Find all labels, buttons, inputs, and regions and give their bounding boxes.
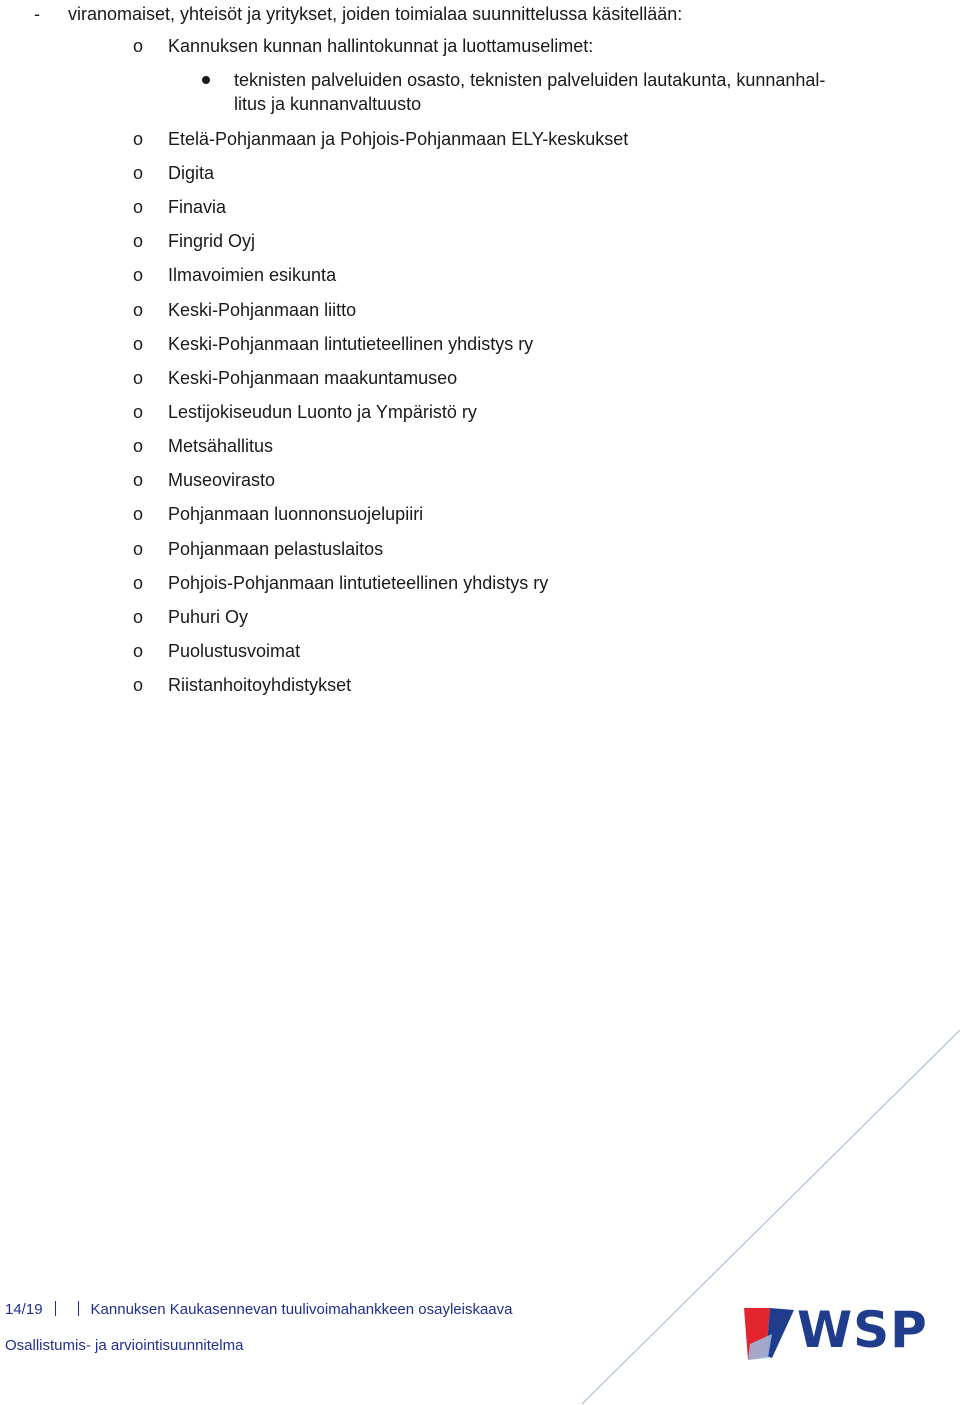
nested-item-line2: litus ja kunnanvaltuusto (234, 94, 422, 114)
list-item: Kannuksen kunnan hallintokunnat ja luottamuselimet: (168, 36, 594, 56)
list-bullet: o (133, 334, 144, 354)
list-item: Etelä-Pohjanmaan ja Pohjois-Pohjanmaan ELY-keskukset (168, 129, 629, 149)
list-item: Lestijokiseudun Luonto ja Ympäristö ry (168, 402, 477, 422)
list-bullet: o (133, 163, 144, 183)
list-item: Pohjanmaan pelastuslaitos (168, 539, 384, 559)
list-bullet: o (133, 675, 144, 695)
list-bullet: o (133, 36, 144, 56)
list-bullet: o (133, 265, 144, 285)
list-item: Keski-Pohjanmaan lintutieteellinen yhdistys ry (168, 334, 534, 354)
logo-mark-icon (742, 1300, 802, 1364)
dash-marker: - (34, 4, 40, 24)
list-bullet: o (133, 129, 144, 149)
document-title: Osallistumis- ja arviointisuunnitelma (5, 1337, 244, 1354)
footer-separator (55, 1301, 56, 1316)
list-item: Keski-Pohjanmaan maakuntamuseo (168, 368, 458, 388)
list-bullet: o (133, 539, 144, 559)
list-item: Fingrid Oyj (168, 231, 256, 251)
page-number: 14/19 (5, 1301, 43, 1318)
logo-wordmark: WSP (797, 1301, 928, 1359)
list-bullet: o (133, 300, 144, 320)
intro-text: viranomaiset, yhteisöt ja yritykset, joiden toimialaa suunnittelussa käsitellään: (68, 4, 683, 24)
list-item: Ilmavoimien esikunta (168, 265, 337, 285)
list-item: Keski-Pohjanmaan liitto (168, 300, 357, 320)
project-title: Kannuksen Kaukasennevan tuulivoimahankkeen osayleiskaava (90, 1301, 513, 1318)
list-item: Puhuri Oy (168, 607, 249, 627)
list-item: Digita (168, 163, 215, 183)
wsp-logo (742, 1300, 928, 1364)
list-bullet: o (133, 402, 144, 422)
footer-separator (78, 1301, 79, 1316)
list-item: Puolustusvoimat (168, 641, 301, 661)
list-bullet: o (133, 368, 144, 388)
list-item: Museovirasto (168, 470, 276, 490)
list-bullet: o (133, 436, 144, 456)
list-bullet: o (133, 573, 144, 593)
list-bullet: o (133, 231, 144, 251)
nested-item-line1: teknisten palveluiden osasto, teknisten palveluiden lautakunta, kunnanhal- (234, 70, 826, 90)
list-item: Pohjanmaan luonnonsuojelupiiri (168, 504, 424, 524)
list-bullet: o (133, 607, 144, 627)
list-item: Finavia (168, 197, 227, 217)
list-bullet: o (133, 470, 144, 490)
list-bullet: o (133, 504, 144, 524)
list-item: Riistanhoitoyhdistykset (168, 675, 352, 695)
footer-line-1 (5, 1301, 513, 1319)
list-bullet: o (133, 197, 144, 217)
list-bullet: o (133, 641, 144, 661)
list-item: Pohjois-Pohjanmaan lintutieteellinen yhdistys ry (168, 573, 549, 593)
list-item: Metsähallitus (168, 436, 274, 456)
